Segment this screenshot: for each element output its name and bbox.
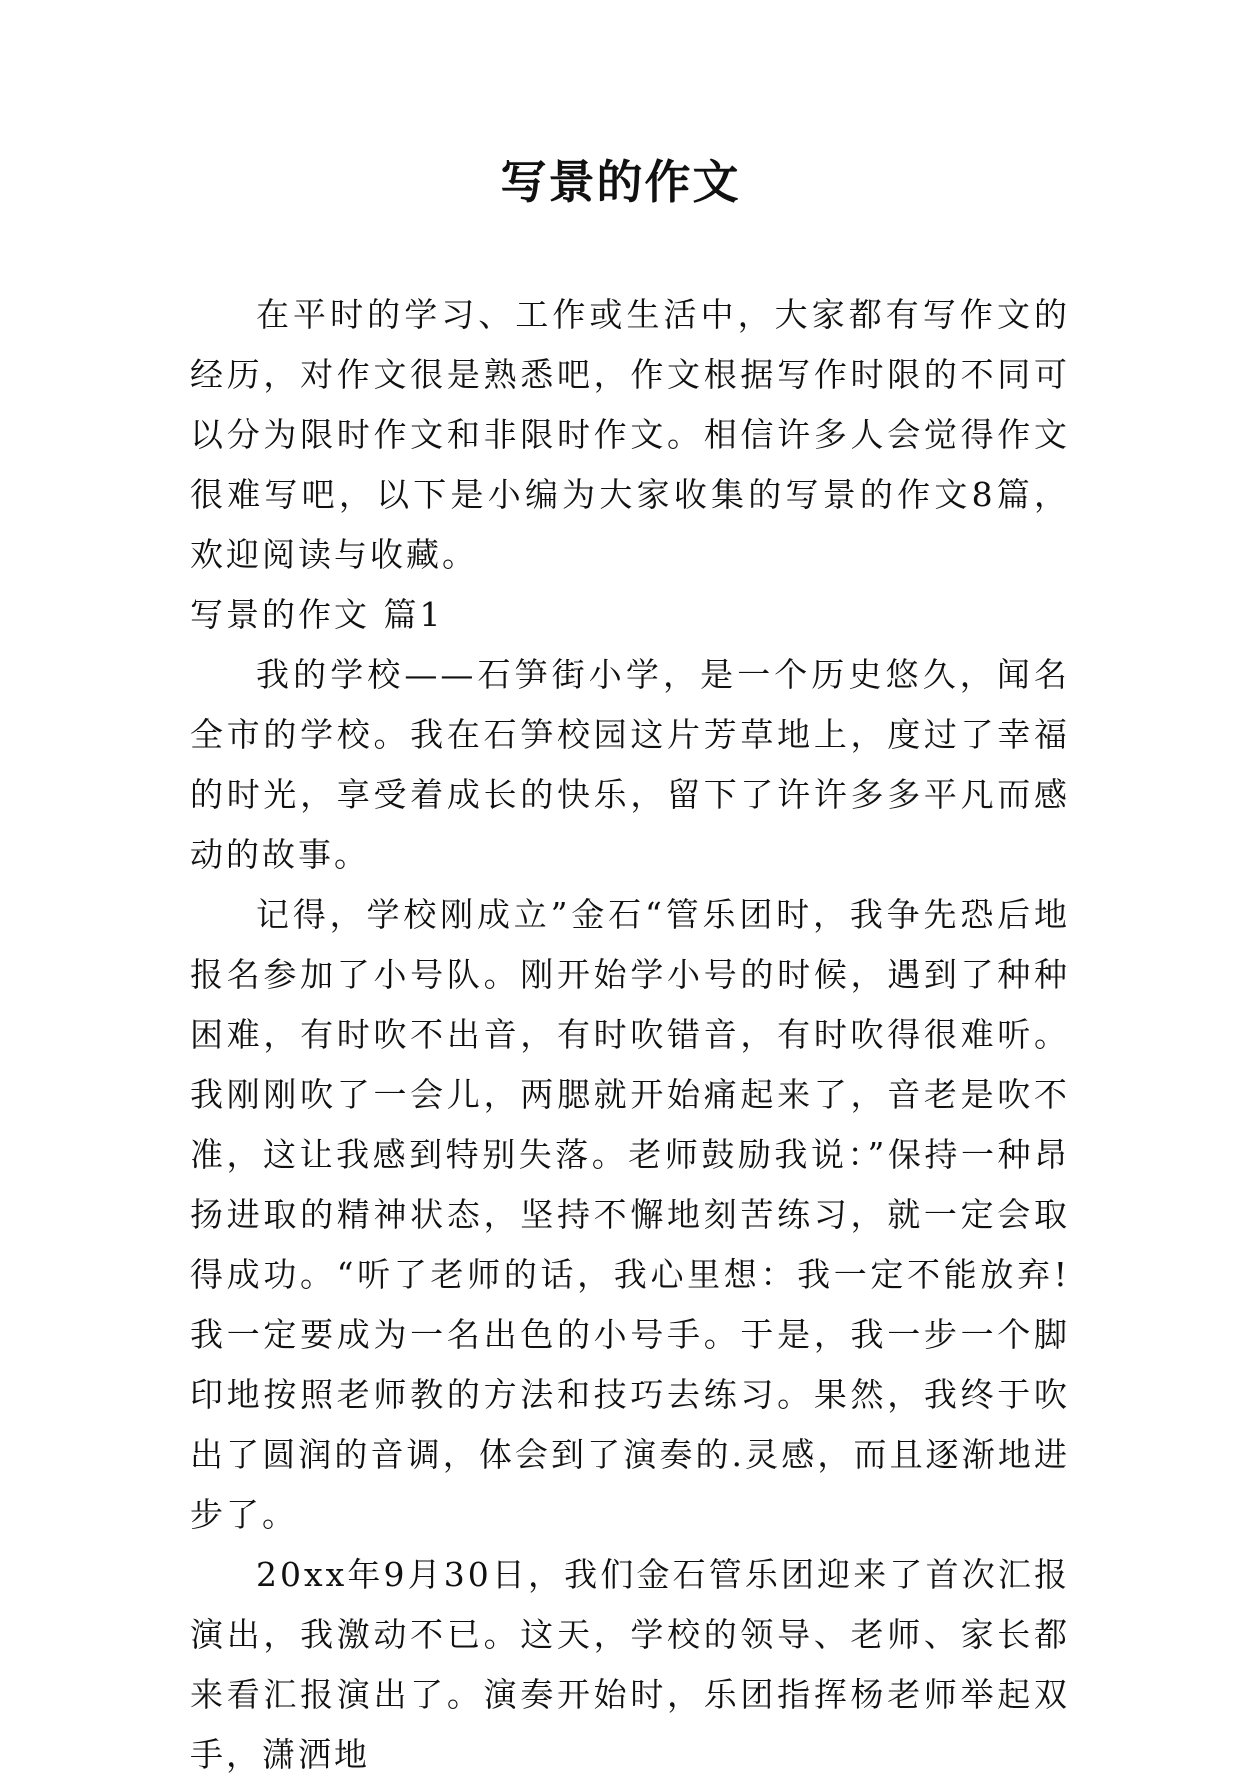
section-heading: 写景的作文 篇1 [190, 595, 444, 634]
intro-paragraph: 在平时的学习、工作或生活中，大家都有写作文的经历，对作文很是熟悉吧，作文根据写作时限的不同可以分为限时作文和非限时作文。相信许多人会觉得作文很难写吧，以下是小编为大家收集的写景的作文8篇，欢迎阅读与收藏。 [190, 295, 1070, 574]
essay-section-1 [190, 585, 1070, 1785]
essay-paragraph-1: 我的学校——石笋街小学，是一个历史悠久，闻名全市的学校。我在石笋校园这片芳草地上，度过了幸福的时光，享受着成长的快乐，留下了许许多多平凡而感动的故事。 [190, 655, 1070, 874]
intro-block [190, 285, 1070, 585]
essay-paragraph-3: 20xx年9月30日，我们金石管乐团迎来了首次汇报演出，我激动不已。这天，学校的领导、老师、家长都来看汇报演出了。演奏开始时，乐团指挥杨老师举起双手，潇洒地 [190, 1555, 1070, 1774]
essay-paragraph-2: 记得，学校刚成立”金石“管乐团时，我争先恐后地报名参加了小号队。刚开始学小号的时候，遇到了种种困难，有时吹不出音，有时吹错音，有时吹得很难听。我刚刚吹了一会儿，两腮就开始痛起来了，音老是吹不准，这让我感到特别失落。老师鼓励我说：”保持一种昂扬进取的精神状态，坚持不懈地刻苦练习，就一定会取得成功。“听了老师的话，我心里想：我一定不能放弃!我一定要成为一名出色的小号手。于是，我一步一个脚印地按照老师教的方法和技巧去练习。果然，我终于吹出了圆润的音调，体会到了演奏的.灵感，而且逐渐地进步了。 [190, 895, 1070, 1534]
document-title: 写景的作文 [500, 155, 741, 209]
